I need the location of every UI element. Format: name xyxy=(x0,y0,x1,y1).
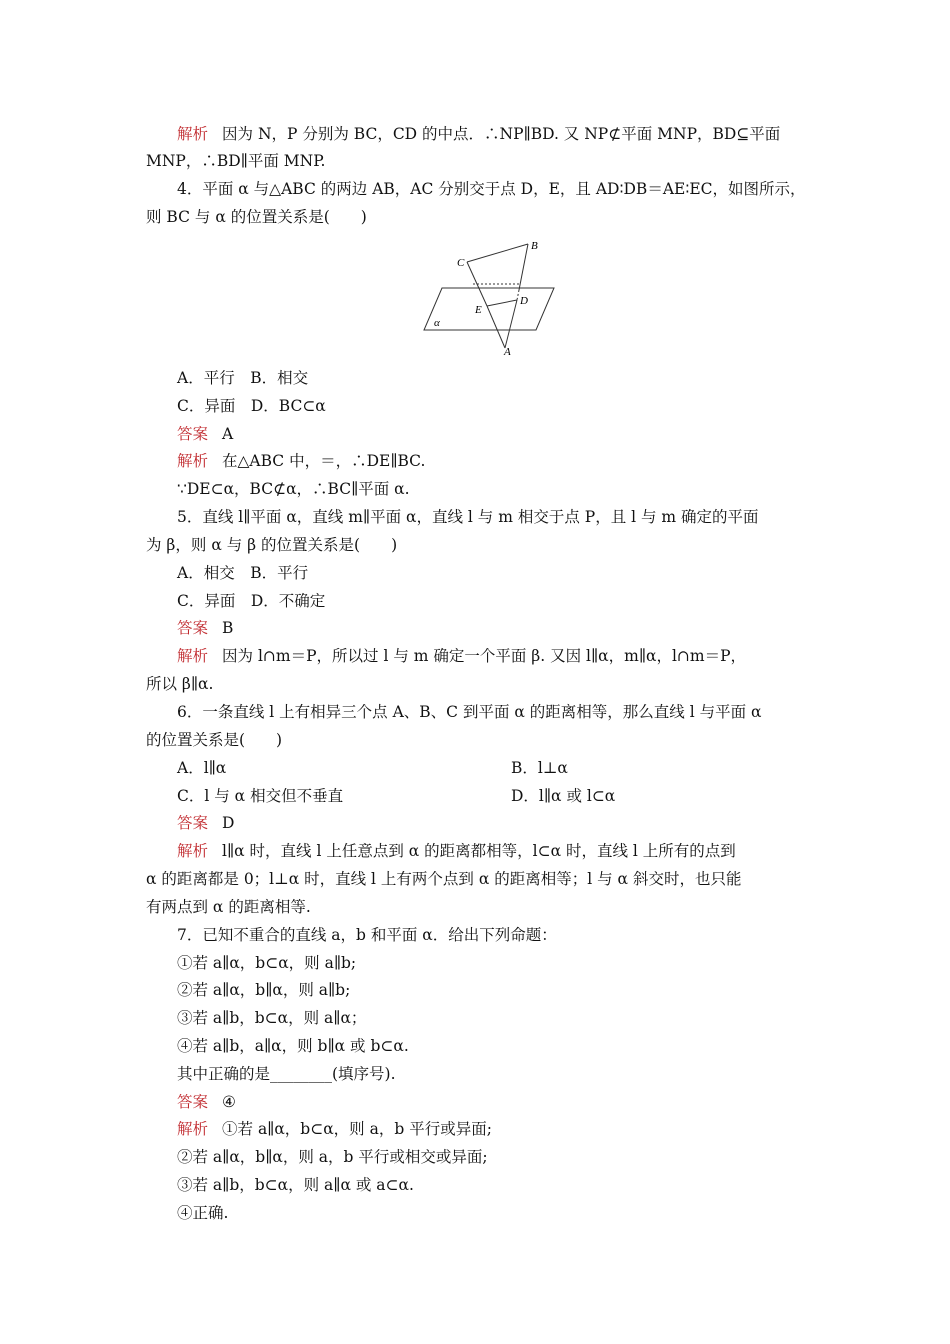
q6-answer-line xyxy=(177,813,234,833)
q7-claim-3: ③若 a∥b，b⊂α，则 a∥α； xyxy=(177,1009,367,1027)
plane-alpha xyxy=(424,288,554,330)
solution-label: 解析 xyxy=(177,1120,209,1138)
answer-label: 答案 xyxy=(177,814,209,832)
q4-answer: A xyxy=(222,425,234,443)
p3-solution-line-1 xyxy=(177,124,780,144)
geometry-figure xyxy=(418,236,566,358)
answer-label: 答案 xyxy=(177,619,209,637)
q4-solution-line-1 xyxy=(177,451,425,471)
q6-solution-line-3: 有两点到 α 的距离相等. xyxy=(146,898,311,916)
label-A: A xyxy=(504,346,511,358)
q6-option-a: A．l∥α xyxy=(177,759,227,777)
q5-stem-line-2: 为 β，则 α 与 β 的位置关系是( ) xyxy=(146,536,398,554)
p3-solution-text-1: 因为 N，P 分别为 BC，CD 的中点．∴NP∥BD. 又 NP⊄平面 MNP，BD⊆平面 xyxy=(222,125,781,143)
q4-options-line-2: C．异面 D．BC⊂α xyxy=(177,397,326,415)
q6-answer: D xyxy=(222,814,235,832)
segment-DA xyxy=(505,300,517,348)
q5-options-line-1: A．相交 B．平行 xyxy=(177,564,309,582)
q5-answer-line xyxy=(177,618,233,638)
q5-solution-line-2: 所以 β∥α. xyxy=(146,675,214,693)
q5-stem-line-1: 5．直线 l∥平面 α，直线 m∥平面 α，直线 l 与 m 相交于点 P，且 l 与 m 确定的平面 xyxy=(177,508,759,526)
q6-solution-line-2: α 的距离都是 0；l⊥α 时，直线 l 上有两个点到 α 的距离相等；l 与 α 斜交时，也只能 xyxy=(146,870,742,888)
q7-claim-2: ②若 a∥α，b∥α，则 a∥b; xyxy=(177,981,351,999)
q6-solution-line-1 xyxy=(177,841,736,861)
q4-options-line-1: A．平行 B．相交 xyxy=(177,369,309,387)
q5-solution-text-1: 因为 l∩m＝P，所以过 l 与 m 确定一个平面 β. 又因 l∥α，m∥α，l∩m＝P， xyxy=(222,647,747,665)
q7-solution-text-1: ①若 a∥α，b⊂α，则 a，b 平行或异面; xyxy=(222,1120,492,1138)
solution-label: 解析 xyxy=(177,125,209,143)
label-D: D xyxy=(520,295,528,307)
solution-label: 解析 xyxy=(177,647,209,665)
q4-answer-line xyxy=(177,424,233,444)
q4-solution-text-1: 在△ABC 中，＝，∴DE∥BC. xyxy=(222,452,426,470)
q5-answer: B xyxy=(222,619,234,637)
q6-option-b: B．l⊥α xyxy=(511,759,568,777)
q7-solution-line-2: ②若 a∥α，b∥α，则 a，b 平行或相交或异面; xyxy=(177,1148,488,1166)
label-E: E xyxy=(475,304,482,316)
segment-EA xyxy=(487,306,505,348)
q6-option-c: C．l 与 α 相交但不垂直 xyxy=(177,787,344,805)
q6-stem-line-1: 6．一条直线 l 上有相异三个点 A、B、C 到平面 α 的距离相等，那么直线 l 与平面 α xyxy=(177,703,762,721)
label-C: C xyxy=(457,257,465,269)
answer-label: 答案 xyxy=(177,1093,209,1111)
label-B: B xyxy=(531,240,538,252)
segment-BD-hidden xyxy=(517,290,519,300)
q4-stem-line-1: 4．平面 α 与△ABC 的两边 AB，AC 分别交于点 D，E，且 AD∶DB＝AE∶EC，如图所示， xyxy=(177,180,806,198)
q7-claim-1: ①若 a∥α，b⊂α，则 a∥b; xyxy=(177,954,357,972)
q6-solution-text-1: l∥α 时，直线 l 上任意点到 α 的距离都相等，l⊂α 时，直线 l 上所有的点到 xyxy=(222,842,736,860)
q6-stem-line-2: 的位置关系是( ) xyxy=(146,731,283,749)
q5-solution-line-1 xyxy=(177,646,746,666)
q5-options-line-2: C．异面 D．不确定 xyxy=(177,592,326,610)
q7-solution-line-3: ③若 a∥b，b⊂α，则 a∥α 或 a⊂α. xyxy=(177,1176,414,1194)
q6-option-d: D．l∥α 或 l⊂α xyxy=(511,787,616,805)
label-alpha: α xyxy=(434,317,440,329)
q7-solution-line-1 xyxy=(177,1119,492,1139)
segment-BD-upper xyxy=(519,244,528,290)
q4-stem-line-2: 则 BC 与 α 的位置关系是( ) xyxy=(146,208,367,226)
q4-solution-line-2: ∵DE⊂α，BC⊄α，∴BC∥平面 α. xyxy=(177,480,410,498)
q7-answer: ④ xyxy=(222,1093,236,1111)
segment-ED xyxy=(487,300,517,306)
solution-label: 解析 xyxy=(177,452,209,470)
segment-CB xyxy=(467,244,528,262)
q7-stem: 7．已知不重合的直线 a，b 和平面 α．给出下列命题： xyxy=(177,926,557,944)
solution-label: 解析 xyxy=(177,842,209,860)
q7-fill-blank: 其中正确的是________(填序号). xyxy=(177,1065,396,1083)
q7-claim-4: ④若 a∥b，a∥α，则 b∥α 或 b⊂α. xyxy=(177,1037,409,1055)
q7-solution-line-4: ④正确. xyxy=(177,1204,229,1222)
q7-answer-line xyxy=(177,1092,236,1112)
answer-label: 答案 xyxy=(177,425,209,443)
p3-solution-line-2: MNP，∴BD∥平面 MNP. xyxy=(146,152,326,170)
